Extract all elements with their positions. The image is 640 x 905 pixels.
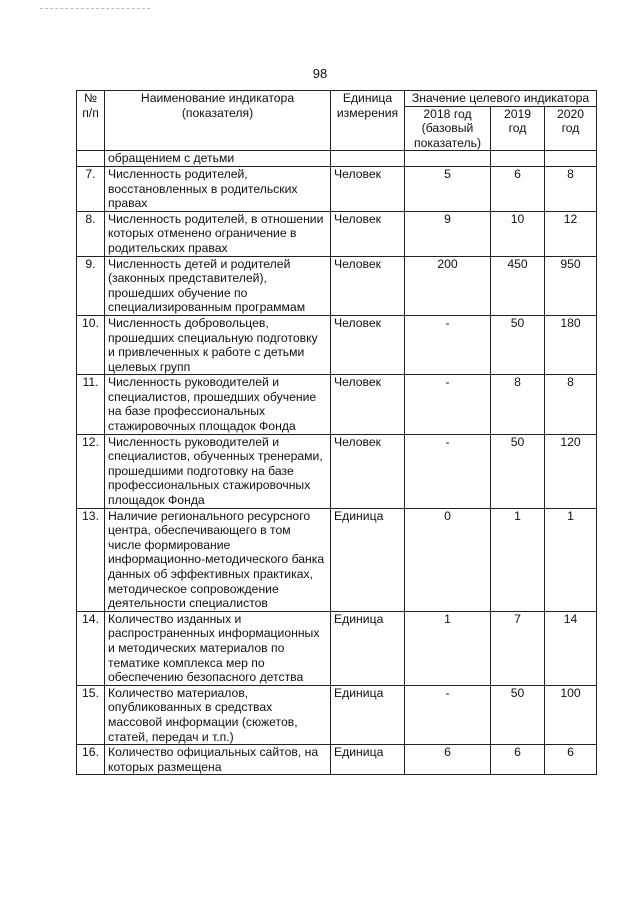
value-2019: 50: [491, 315, 545, 374]
row-number: 9.: [77, 256, 105, 315]
table-body: [77, 151, 597, 775]
value-2018: 200: [405, 256, 491, 315]
value-2019: 6: [491, 745, 545, 775]
value-2019: 50: [491, 434, 545, 508]
unit: Единица: [331, 611, 405, 685]
table-row: [77, 166, 597, 211]
indicator-name: Численность родителей, в отношении которых отменено ограничение в родительских правах: [105, 211, 331, 256]
value-2018: -: [405, 375, 491, 434]
indicator-name: Количество официальных сайтов, на которых размещена: [105, 745, 331, 775]
table-row: [77, 375, 597, 434]
indicator-name: Численность руководителей и специалистов, обученных тренерами, прошедшими подготовку на базе профессиональных стажировочных площадок Фонда: [105, 434, 331, 508]
indicator-name: Численность руководителей и специалистов, прошедших обучение на базе профессиональных стажировочных площадок Фонда: [105, 375, 331, 434]
indicator-name: Количество изданных и распространенных информационных и методических материалов по тематике комплекса мер по обеспечению безопасного детства: [105, 611, 331, 685]
value-2019: 6: [491, 166, 545, 211]
row-number: 12.: [77, 434, 105, 508]
value-2018: 1: [405, 611, 491, 685]
table-row: [77, 211, 597, 256]
value-2019: 1: [491, 508, 545, 611]
table-row: [77, 151, 597, 167]
value-2020: 1: [545, 508, 597, 611]
value-2019: [491, 151, 545, 167]
table-row: [77, 611, 597, 685]
indicator-name: Численность добровольцев, прошедших специальную подготовку и привлеченных к работе с детьми целевых групп: [105, 315, 331, 374]
unit: Единица: [331, 685, 405, 744]
header-unit: Единица измерения: [331, 91, 405, 151]
unit: Человек: [331, 211, 405, 256]
value-2018: 5: [405, 166, 491, 211]
value-2018: 0: [405, 508, 491, 611]
value-2018: -: [405, 434, 491, 508]
indicators-table: [76, 90, 597, 775]
header-row-1: [77, 91, 597, 107]
value-2019: 8: [491, 375, 545, 434]
page-number: 98: [312, 66, 328, 81]
value-2020: 100: [545, 685, 597, 744]
value-2019: 450: [491, 256, 545, 315]
value-2018: -: [405, 315, 491, 374]
value-2020: 180: [545, 315, 597, 374]
value-2020: 6: [545, 745, 597, 775]
value-2020: 14: [545, 611, 597, 685]
table-row: [77, 745, 597, 775]
value-2018: 6: [405, 745, 491, 775]
value-2020: 8: [545, 375, 597, 434]
value-2020: 950: [545, 256, 597, 315]
row-number: 16.: [77, 745, 105, 775]
value-2018: 9: [405, 211, 491, 256]
table-row: [77, 685, 597, 744]
indicator-name: Численность родителей, восстановленных в родительских правах: [105, 166, 331, 211]
table-row: [77, 256, 597, 315]
row-number: 15.: [77, 685, 105, 744]
unit: Человек: [331, 256, 405, 315]
unit: [331, 151, 405, 167]
indicator-name: обращением с детьми: [105, 151, 331, 167]
row-number: 14.: [77, 611, 105, 685]
value-2018: -: [405, 685, 491, 744]
value-2020: 8: [545, 166, 597, 211]
unit: Человек: [331, 375, 405, 434]
value-2020: [545, 151, 597, 167]
indicator-name: Наличие регионального ресурсного центра, обеспечивающего в том числе формирование информационно-методического банка данных об эффективных практиках, методическое сопровождение деятельности специалистов: [105, 508, 331, 611]
scan-artifact: [40, 8, 150, 10]
row-number: 7.: [77, 166, 105, 211]
indicator-name: Количество материалов, опубликованных в средствах массовой информации (сюжетов, статей, передач и т.п.): [105, 685, 331, 744]
header-name: Наименование индикатора (показателя): [105, 91, 331, 151]
unit: Единица: [331, 745, 405, 775]
value-2019: 50: [491, 685, 545, 744]
table-row: [77, 508, 597, 611]
unit: Человек: [331, 166, 405, 211]
header-year-2018: 2018 год (базовый показатель): [405, 106, 491, 151]
table-row: [77, 434, 597, 508]
value-2019: 7: [491, 611, 545, 685]
unit: Человек: [331, 315, 405, 374]
unit: Человек: [331, 434, 405, 508]
header-year-2020: 2020 год: [545, 106, 597, 151]
header-no: № п/п: [77, 91, 105, 151]
value-2020: 120: [545, 434, 597, 508]
row-number: 11.: [77, 375, 105, 434]
header-year-2019: 2019 год: [491, 106, 545, 151]
row-number: 13.: [77, 508, 105, 611]
table-row: [77, 315, 597, 374]
value-2018: [405, 151, 491, 167]
row-number: [77, 151, 105, 167]
value-2019: 10: [491, 211, 545, 256]
header-value-group: Значение целевого индикатора: [405, 91, 597, 107]
unit: Единица: [331, 508, 405, 611]
row-number: 8.: [77, 211, 105, 256]
row-number: 10.: [77, 315, 105, 374]
indicator-name: Численность детей и родителей (законных представителей), прошедших обучение по специализированным программам: [105, 256, 331, 315]
value-2020: 12: [545, 211, 597, 256]
